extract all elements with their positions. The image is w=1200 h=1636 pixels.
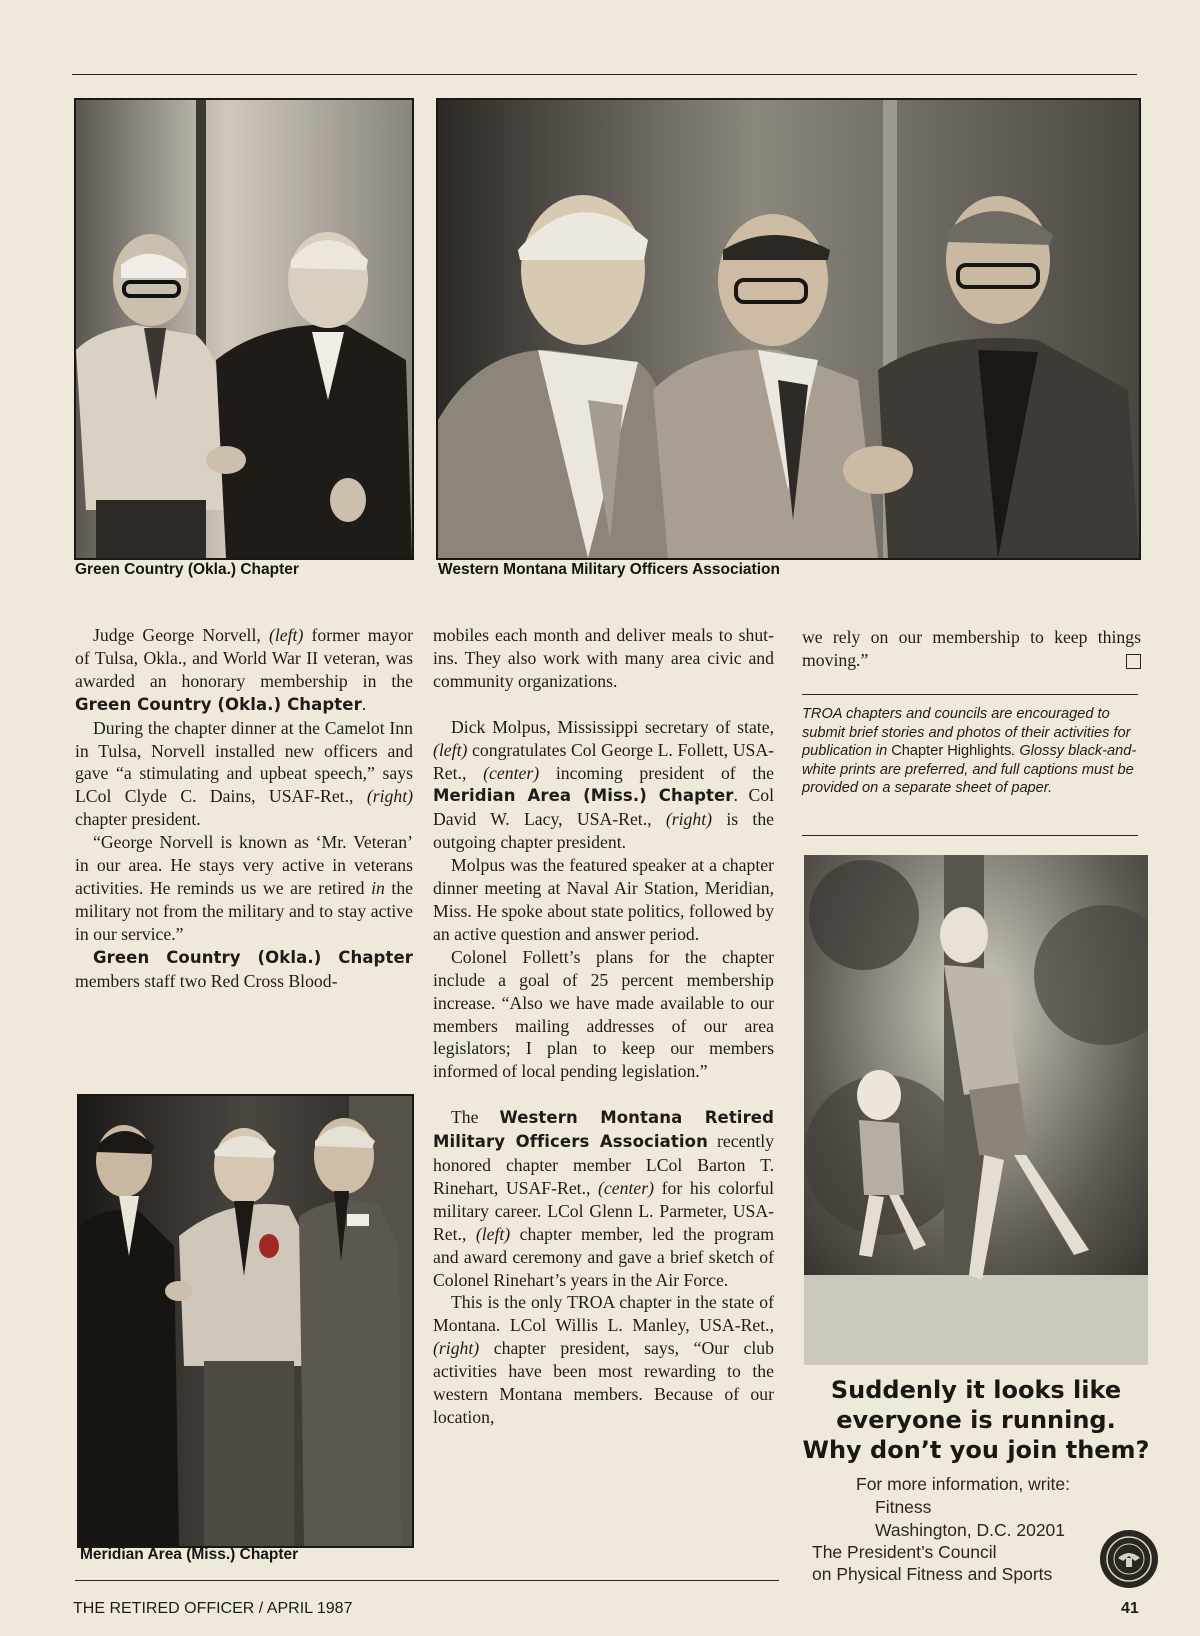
western-montana-photo — [436, 98, 1141, 560]
col1-p4-text-b: members staff two Red Cross Blood- — [75, 970, 338, 991]
page-number: 41 — [1121, 1600, 1139, 1617]
col2-paragraph-5 — [433, 1106, 774, 1291]
col1-p2-right: (right) — [366, 786, 413, 807]
ad-address-line-2: Washington, D.C. 20201 — [875, 1520, 1066, 1540]
col2-p2-text-d: . Col David W. Lacy, USA-Ret., — [433, 785, 774, 830]
col2-p2-right: (right) — [665, 809, 713, 830]
col3-p1-text: we rely on our membership to keep things moving.” — [802, 627, 1141, 670]
ad-council-line-1: The President’s Council — [812, 1542, 997, 1562]
fitness-ad-headline — [800, 1375, 1152, 1465]
col2-p5-left: (left) — [475, 1223, 511, 1244]
col1-p3-in: in — [371, 877, 385, 898]
col1-p1-end: . — [361, 693, 367, 714]
green-country-photo — [74, 98, 414, 560]
column-2 — [433, 624, 774, 1429]
top-rule — [72, 74, 1137, 75]
end-mark-icon — [1126, 654, 1141, 669]
troa-submission-note — [802, 705, 1140, 798]
troa-note-text-b: . Glossy black-and-white prints are preferred, and full captions must be provided on a separate sheet of paper. — [802, 743, 1137, 796]
col1-paragraph-1 — [75, 624, 413, 717]
troa-note-text-a: TROA chapters and councils are encouraged to submit brief stories and photos of their activities for publication in — [802, 706, 1131, 759]
col2-p2-center: (center) — [483, 762, 540, 783]
ad-address-line-1: Fitness — [875, 1497, 932, 1517]
col1-paragraph-3 — [75, 831, 413, 946]
column-3 — [802, 626, 1141, 672]
col2-p5-text-d: chapter member, led the program and award ceremony and gave a brief sketch of Colonel Rinehart’s years in the Air Force. — [433, 1223, 775, 1290]
col2-p5-text-b: recently honored chapter member LCol Barton T. Rinehart, USAF-Ret., — [433, 1131, 774, 1198]
ad-more-info: For more information, write: — [856, 1474, 1070, 1494]
col2-p6-text-b: chapter president, says, “Our club activities have been most rewarding to the western Montana members. Because of our location, — [433, 1338, 774, 1427]
col2-paragraph-4: Colonel Follett’s plans for the chapter include a goal of 25 percent membership increase. “Also we have made available to our members mailing addresses of our area legislators; I plan to keep our members informed of local pending legislation.” — [433, 946, 774, 1082]
col2-p5-text-a: The — [451, 1107, 479, 1128]
troa-note-top-rule — [802, 694, 1138, 695]
troa-note-bottom-rule — [802, 835, 1138, 836]
fitness-ad-photo — [804, 855, 1148, 1365]
col1-p1-chapter-name: Green Country (Okla.) Chapter — [75, 694, 362, 714]
col1-p1-text-a: Judge George Norvell, — [93, 625, 261, 645]
col2-paragraph-1: mobiles each month and deliver meals to shut-ins. They also work with many area civic and community organizations. — [433, 625, 774, 691]
western-montana-caption: Western Montana Military Officers Association — [438, 561, 780, 578]
col2-p5-association-name: Western Montana Retired Military Officers Association — [433, 1108, 775, 1152]
col2-p5-text-c: for his colorful military career. LCol Glenn L. Parmeter, USA-Ret., — [433, 1177, 775, 1244]
meridian-photo — [77, 1094, 414, 1548]
meridian-caption: Meridian Area (Miss.) Chapter — [80, 1546, 299, 1563]
col2-p2-text-e: is the outgoing chapter president. — [433, 809, 775, 853]
western-montana-photo-image — [438, 100, 1139, 558]
ad-headline-line-2: everyone is running. — [836, 1406, 1116, 1434]
ad-headline-line-1: Suddenly it looks like — [830, 1376, 1122, 1404]
col1-paragraph-2 — [75, 717, 413, 832]
col2-p6-right: (right) — [433, 1338, 480, 1359]
col1-p2-text-a: During the chapter dinner at the Camelot Inn in Tulsa, Norvell installed new officers and gave “a stimulating and upbeat speech,” says LCol Clyde C. Dains, USAF-Ret., — [75, 717, 413, 807]
col2-p2-text-a: Dick Molpus, Mississippi secretary of state, — [451, 716, 774, 737]
col1-p4-chapter-name: Green Country (Okla.) Chapter — [93, 947, 413, 967]
column-2-bottom-rule — [75, 1580, 779, 1581]
column-1 — [75, 624, 413, 993]
ad-council-line-2: on Physical Fitness and Sports — [812, 1564, 1053, 1584]
col1-p1-left: (left) — [268, 625, 304, 645]
ad-headline-line-3: Why don’t you join them? — [802, 1436, 1150, 1464]
col3-paragraph-1 — [802, 626, 1141, 672]
col1-p3-text-b: the military not from the military and to stay active in our service.” — [75, 877, 414, 944]
green-country-photo-image — [76, 100, 412, 558]
col1-paragraph-4 — [75, 946, 413, 993]
col2-p6-text-a: This is the only TROA chapter in the state of Montana. LCol Willis L. Manley, USA-Ret., — [433, 1292, 774, 1336]
col2-p2-text-c: incoming president of the — [555, 762, 775, 783]
col2-p5-center: (center) — [598, 1177, 655, 1198]
col1-p3-text-a: “George Norvell is known as ‘Mr. Veteran’ in our area. He stays very active in veterans activities. He reminds us we are retired — [75, 832, 413, 898]
troa-note-highlights: Chapter Highlights — [891, 743, 1012, 759]
col2-paragraph-6 — [433, 1291, 774, 1428]
col2-p2-chapter-name: Meridian Area (Miss.) Chapter — [433, 786, 734, 806]
col2-p2-left: (left) — [433, 739, 468, 760]
col2-p2-text-b: congratulates Col George L. Follett, USA-Ret., — [433, 739, 774, 783]
col2-paragraph-2 — [433, 716, 774, 854]
col1-p1-text-b: former mayor of Tulsa, Okla., and World War II veteran, was awarded an honorary membership in the — [75, 625, 413, 691]
presidential-seal-icon — [1100, 1530, 1158, 1588]
meridian-photo-image — [79, 1096, 412, 1546]
col2-paragraph-3: Molpus was the featured speaker at a chapter dinner meeting at Naval Air Station, Meridian, Miss. He spoke about state politics, followed by an active question and answer period. — [433, 855, 774, 944]
footer-publication: THE RETIRED OFFICER / APRIL 1987 — [73, 1600, 353, 1617]
col1-p2-text-b: chapter president. — [75, 809, 201, 830]
fitness-ad-photo-image — [804, 855, 1148, 1365]
green-country-caption: Green Country (Okla.) Chapter — [75, 561, 299, 578]
